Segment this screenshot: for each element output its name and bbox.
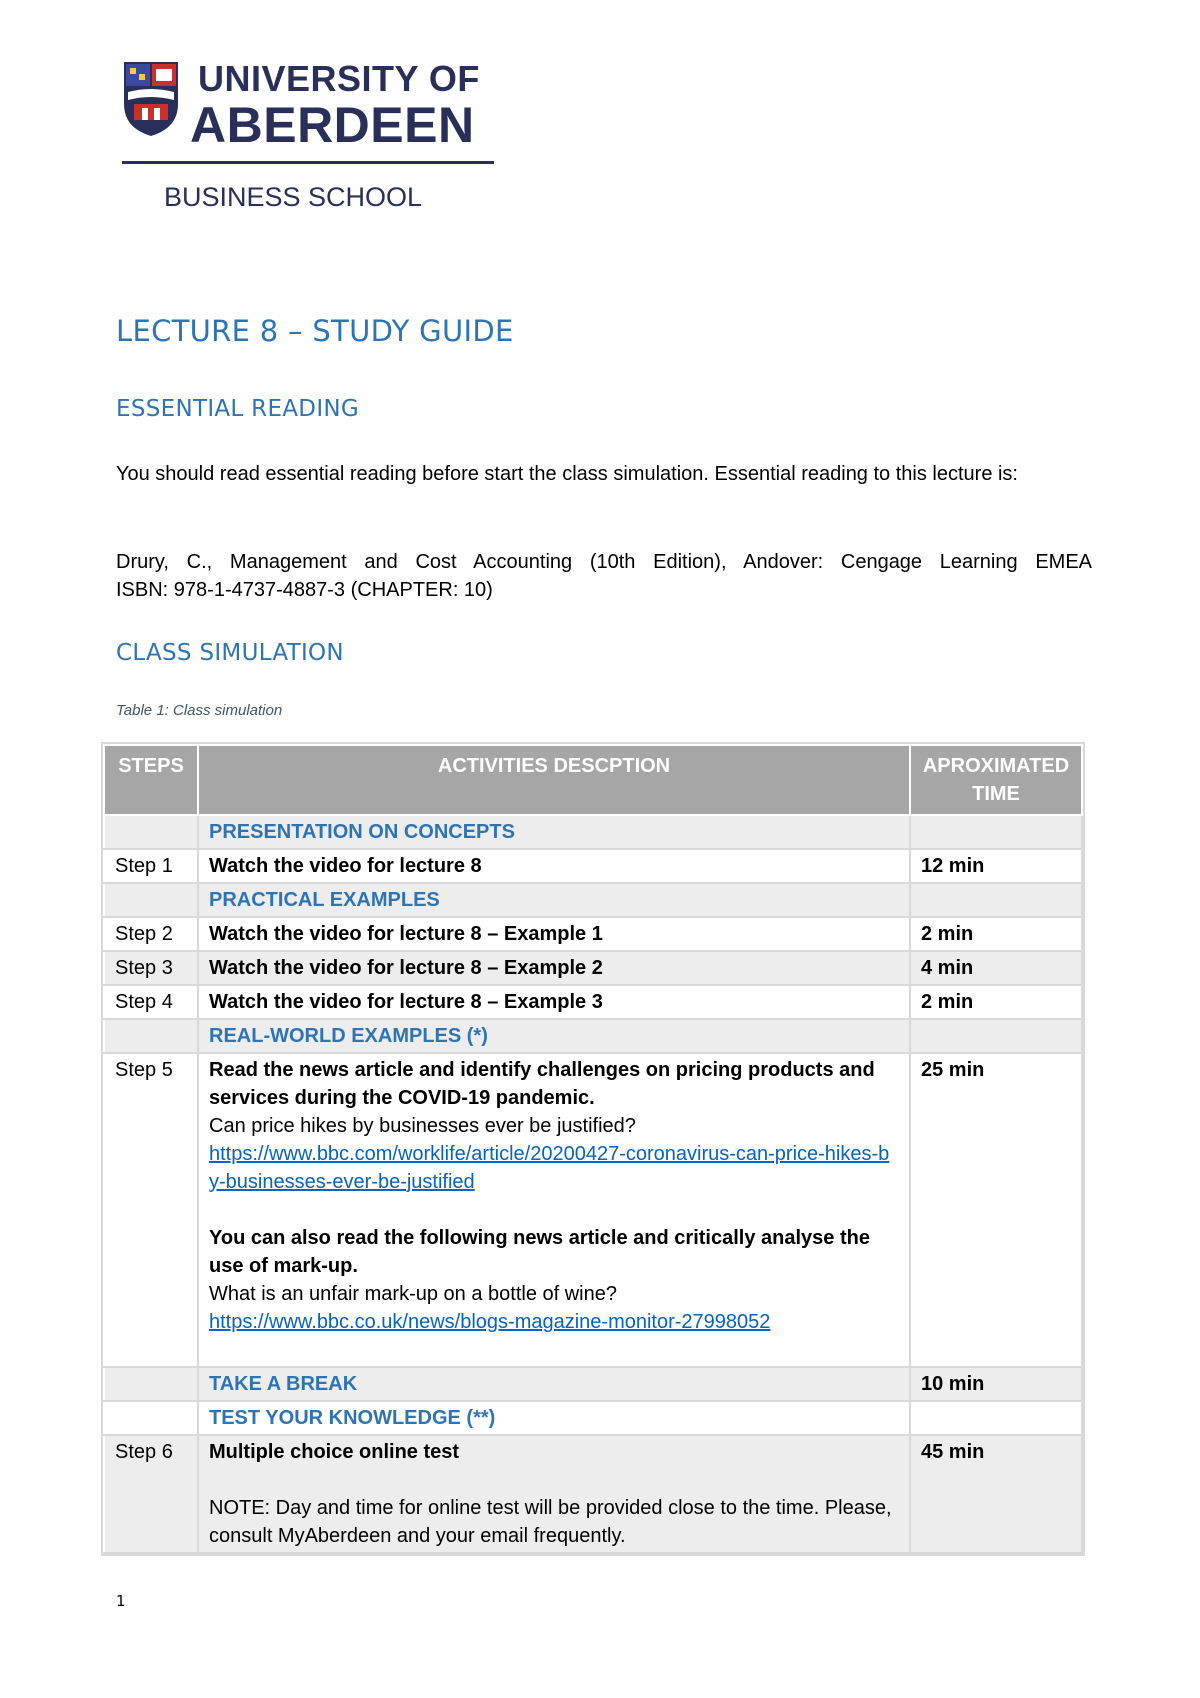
step-activity [198,1053,910,1367]
section-realworld: REAL-WORLD EXAMPLES (*) [198,1019,910,1053]
step-activity: Watch the video for lecture 8 – Example 3 [198,985,910,1019]
step-label: Step 3 [104,951,198,985]
table-row [104,1019,1082,1053]
question-text: What is an unfair mark-up on a bottle of wine? [209,1283,617,1305]
university-logo [118,52,508,220]
university-crest-icon [122,60,180,138]
header-steps: STEPS [104,745,198,815]
step-time: 45 min [910,1435,1082,1553]
step-time: 10 min [910,1367,1082,1401]
step-label: Step 5 [104,1053,198,1367]
question-text: Can price hikes by businesses ever be justified? [209,1115,636,1137]
table-row [104,1401,1082,1435]
reference-line2: ISBN: 978-1-4737-4887-3 (CHAPTER: 10) [116,579,493,601]
essential-reading-heading: ESSENTIAL READING [116,396,360,422]
article-link[interactable]: https://www.bbc.co.uk/news/blogs-magazine-monitor-27998052 [209,1311,771,1333]
table-row [104,985,1082,1019]
table-row [104,951,1082,985]
task-text: Multiple choice online test [209,1441,460,1463]
table-row [104,1053,1082,1367]
reference-block [116,548,1092,604]
header-time: APROXIMATED TIME [910,745,1082,815]
logo-divider [122,161,494,164]
task-text: Read the news article and identify challenges on pricing products and services during the COVID-19 pandemic. [209,1059,875,1109]
logo-line1: UNIVERSITY OF [198,58,480,99]
step-label: Step 1 [104,849,198,883]
table-caption: Table 1: Class simulation [116,702,283,719]
step-label: Step 6 [104,1435,198,1553]
section-practical: PRACTICAL EXAMPLES [198,883,910,917]
step-time: 25 min [910,1053,1082,1367]
table-row [104,1435,1082,1553]
step-activity: Watch the video for lecture 8 [198,849,910,883]
table-row [104,917,1082,951]
table-row [104,883,1082,917]
step-label: Step 4 [104,985,198,1019]
logo-line3: BUSINESS SCHOOL [164,182,423,212]
step-activity: Watch the video for lecture 8 – Example 1 [198,917,910,951]
section-break: TAKE A BREAK [198,1367,910,1401]
essential-reading-intro: You should read essential reading before start the class simulation. Essential reading to this lecture is: [116,463,1018,485]
step-label: Step 2 [104,917,198,951]
section-test: TEST YOUR KNOWLEDGE (**) [198,1401,910,1435]
note-text: NOTE: Day and time for online test will be provided close to the time. Please, consult MyAberdeen and your email frequently. [209,1497,892,1547]
table-row [104,815,1082,849]
header-activities: ACTIVITIES DESCPTION [198,745,910,815]
section-presentation: PRESENTATION ON CONCEPTS [198,815,910,849]
table-row [104,1367,1082,1401]
task-text: You can also read the following news article and critically analyse the use of mark-up. [209,1227,870,1277]
step-time: 2 min [910,985,1082,1019]
table-row [104,849,1082,883]
table-header-row [104,745,1082,815]
class-simulation-heading: CLASS SIMULATION [116,640,344,666]
class-simulation-table [103,744,1083,1554]
step-time: 12 min [910,849,1082,883]
page-number: 1 [116,1592,126,1610]
reference-line1: Drury, C., Management and Cost Accounting (10th Edition), Andover: Cengage Learning EMEA [116,551,1092,573]
step-time: 2 min [910,917,1082,951]
article-link[interactable]: https://www.bbc.com/worklife/article/20200427-coronavirus-can-price-hikes-by-businesses-ever-be-justified [209,1143,890,1193]
page-title: LECTURE 8 – STUDY GUIDE [116,314,514,348]
step-time: 4 min [910,951,1082,985]
logo-line2: ABERDEEN [190,97,475,153]
step-activity: Watch the video for lecture 8 – Example 2 [198,951,910,985]
step-activity [198,1435,910,1553]
